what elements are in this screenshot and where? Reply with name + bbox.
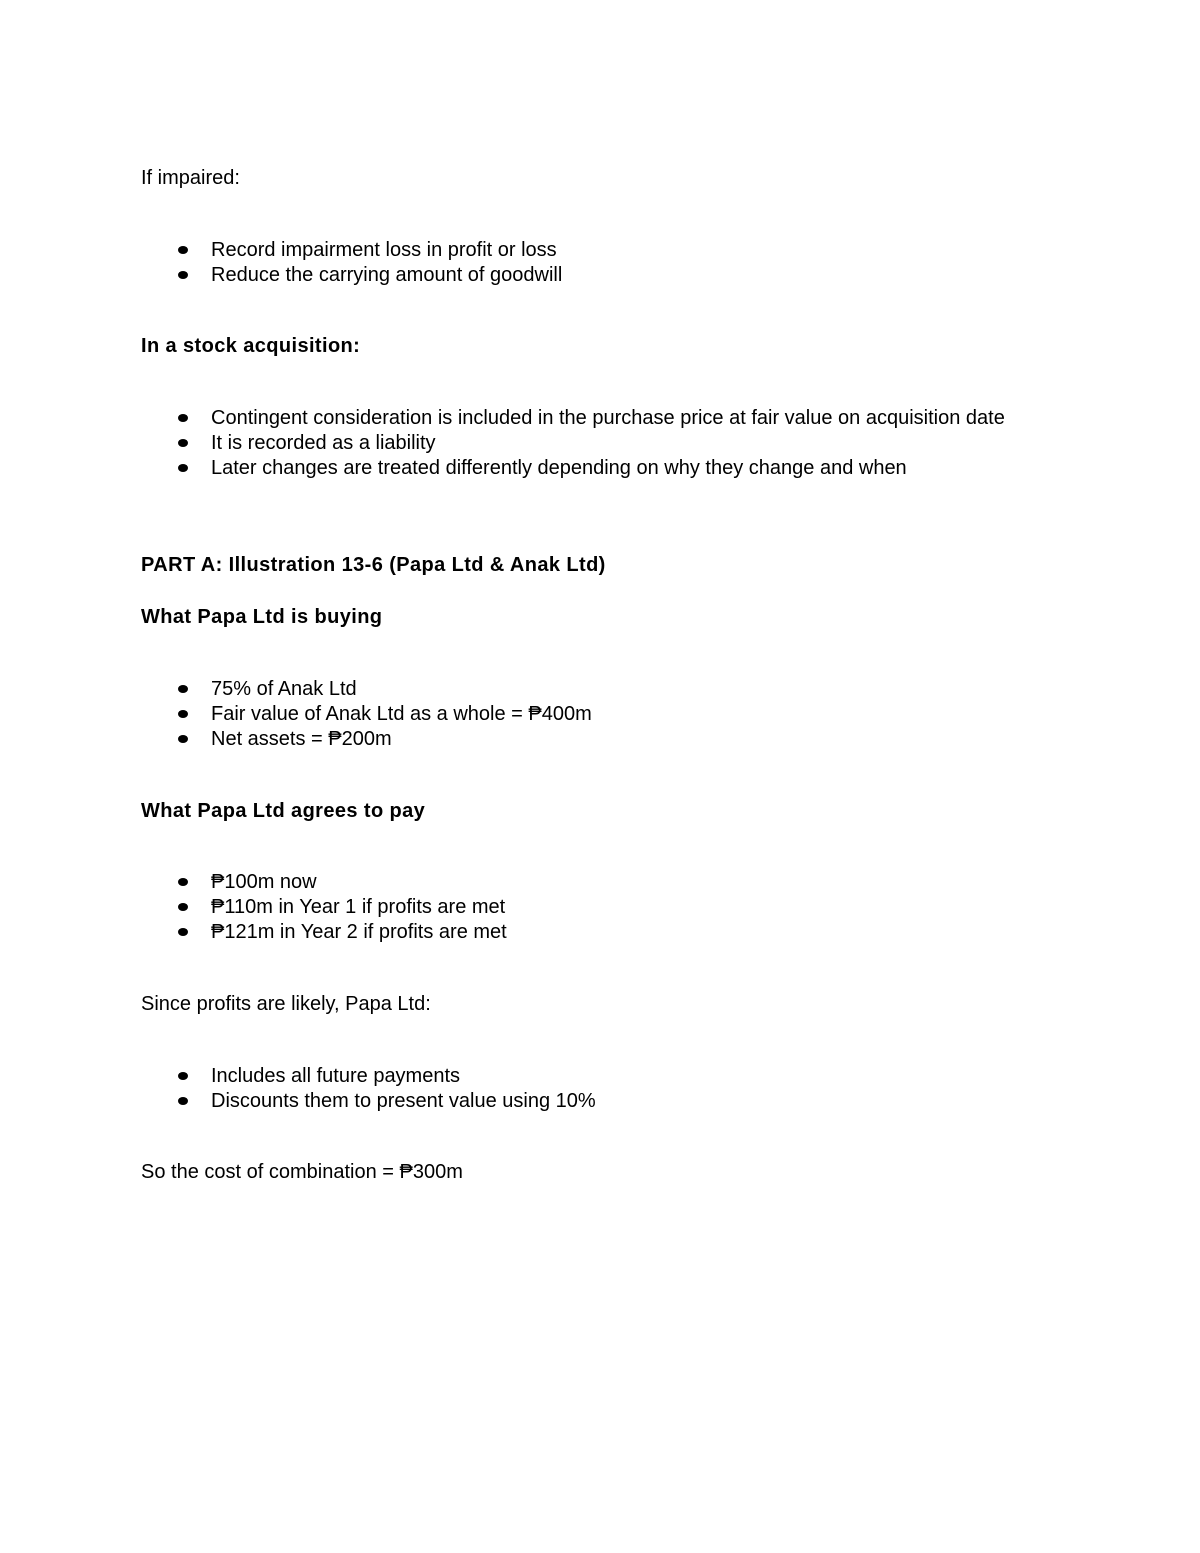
part-a-heading: PART A: Illustration 13-6 (Papa Ltd & Anak Ltd) [141, 554, 606, 576]
impaired-list [141, 238, 1059, 288]
list-item: Net assets = ₱200m [141, 727, 1059, 752]
bullet-icon [178, 439, 188, 447]
bullet-icon [178, 464, 188, 472]
bullet-icon [178, 878, 188, 886]
list-item: 75% of Anak Ltd [141, 677, 1059, 702]
list-item: ₱121m in Year 2 if profits are met [141, 920, 1059, 945]
bullet-icon [178, 735, 188, 743]
bullet-icon [178, 1072, 188, 1080]
since-profits-text: Since profits are likely, Papa Ltd: [141, 993, 431, 1015]
list-item: Contingent consideration is included in the purchase price at fair value on acquisition date [141, 406, 1059, 431]
buying-list [141, 677, 1059, 752]
list-item: Includes all future payments [141, 1064, 1059, 1089]
list-item: Discounts them to present value using 10% [141, 1089, 1059, 1114]
bullet-icon [178, 710, 188, 718]
stock-acquisition-list [141, 406, 1059, 481]
list-item: Reduce the carrying amount of goodwill [141, 263, 1059, 288]
bullet-icon [178, 414, 188, 422]
bullet-icon [178, 928, 188, 936]
list-item: Later changes are treated differently depending on why they change and when [141, 456, 1059, 481]
since-list [141, 1064, 1059, 1114]
bullet-icon [178, 246, 188, 254]
list-item: Record impairment loss in profit or loss [141, 238, 1059, 263]
bullet-icon [178, 903, 188, 911]
bullet-icon [178, 685, 188, 693]
list-item: Fair value of Anak Ltd as a whole = ₱400m [141, 702, 1059, 727]
if-impaired-text: If impaired: [141, 167, 240, 189]
cost-of-combination-text: So the cost of combination = ₱300m [141, 1161, 463, 1183]
list-item: It is recorded as a liability [141, 431, 1059, 456]
buying-heading: What Papa Ltd is buying [141, 606, 383, 628]
paying-list [141, 870, 1059, 945]
bullet-icon [178, 271, 188, 279]
bullet-icon [178, 1097, 188, 1105]
stock-acquisition-heading: In a stock acquisition: [141, 335, 361, 357]
list-item: ₱110m in Year 1 if profits are met [141, 895, 1059, 920]
list-item: ₱100m now [141, 870, 1059, 895]
paying-heading: What Papa Ltd agrees to pay [141, 800, 426, 822]
